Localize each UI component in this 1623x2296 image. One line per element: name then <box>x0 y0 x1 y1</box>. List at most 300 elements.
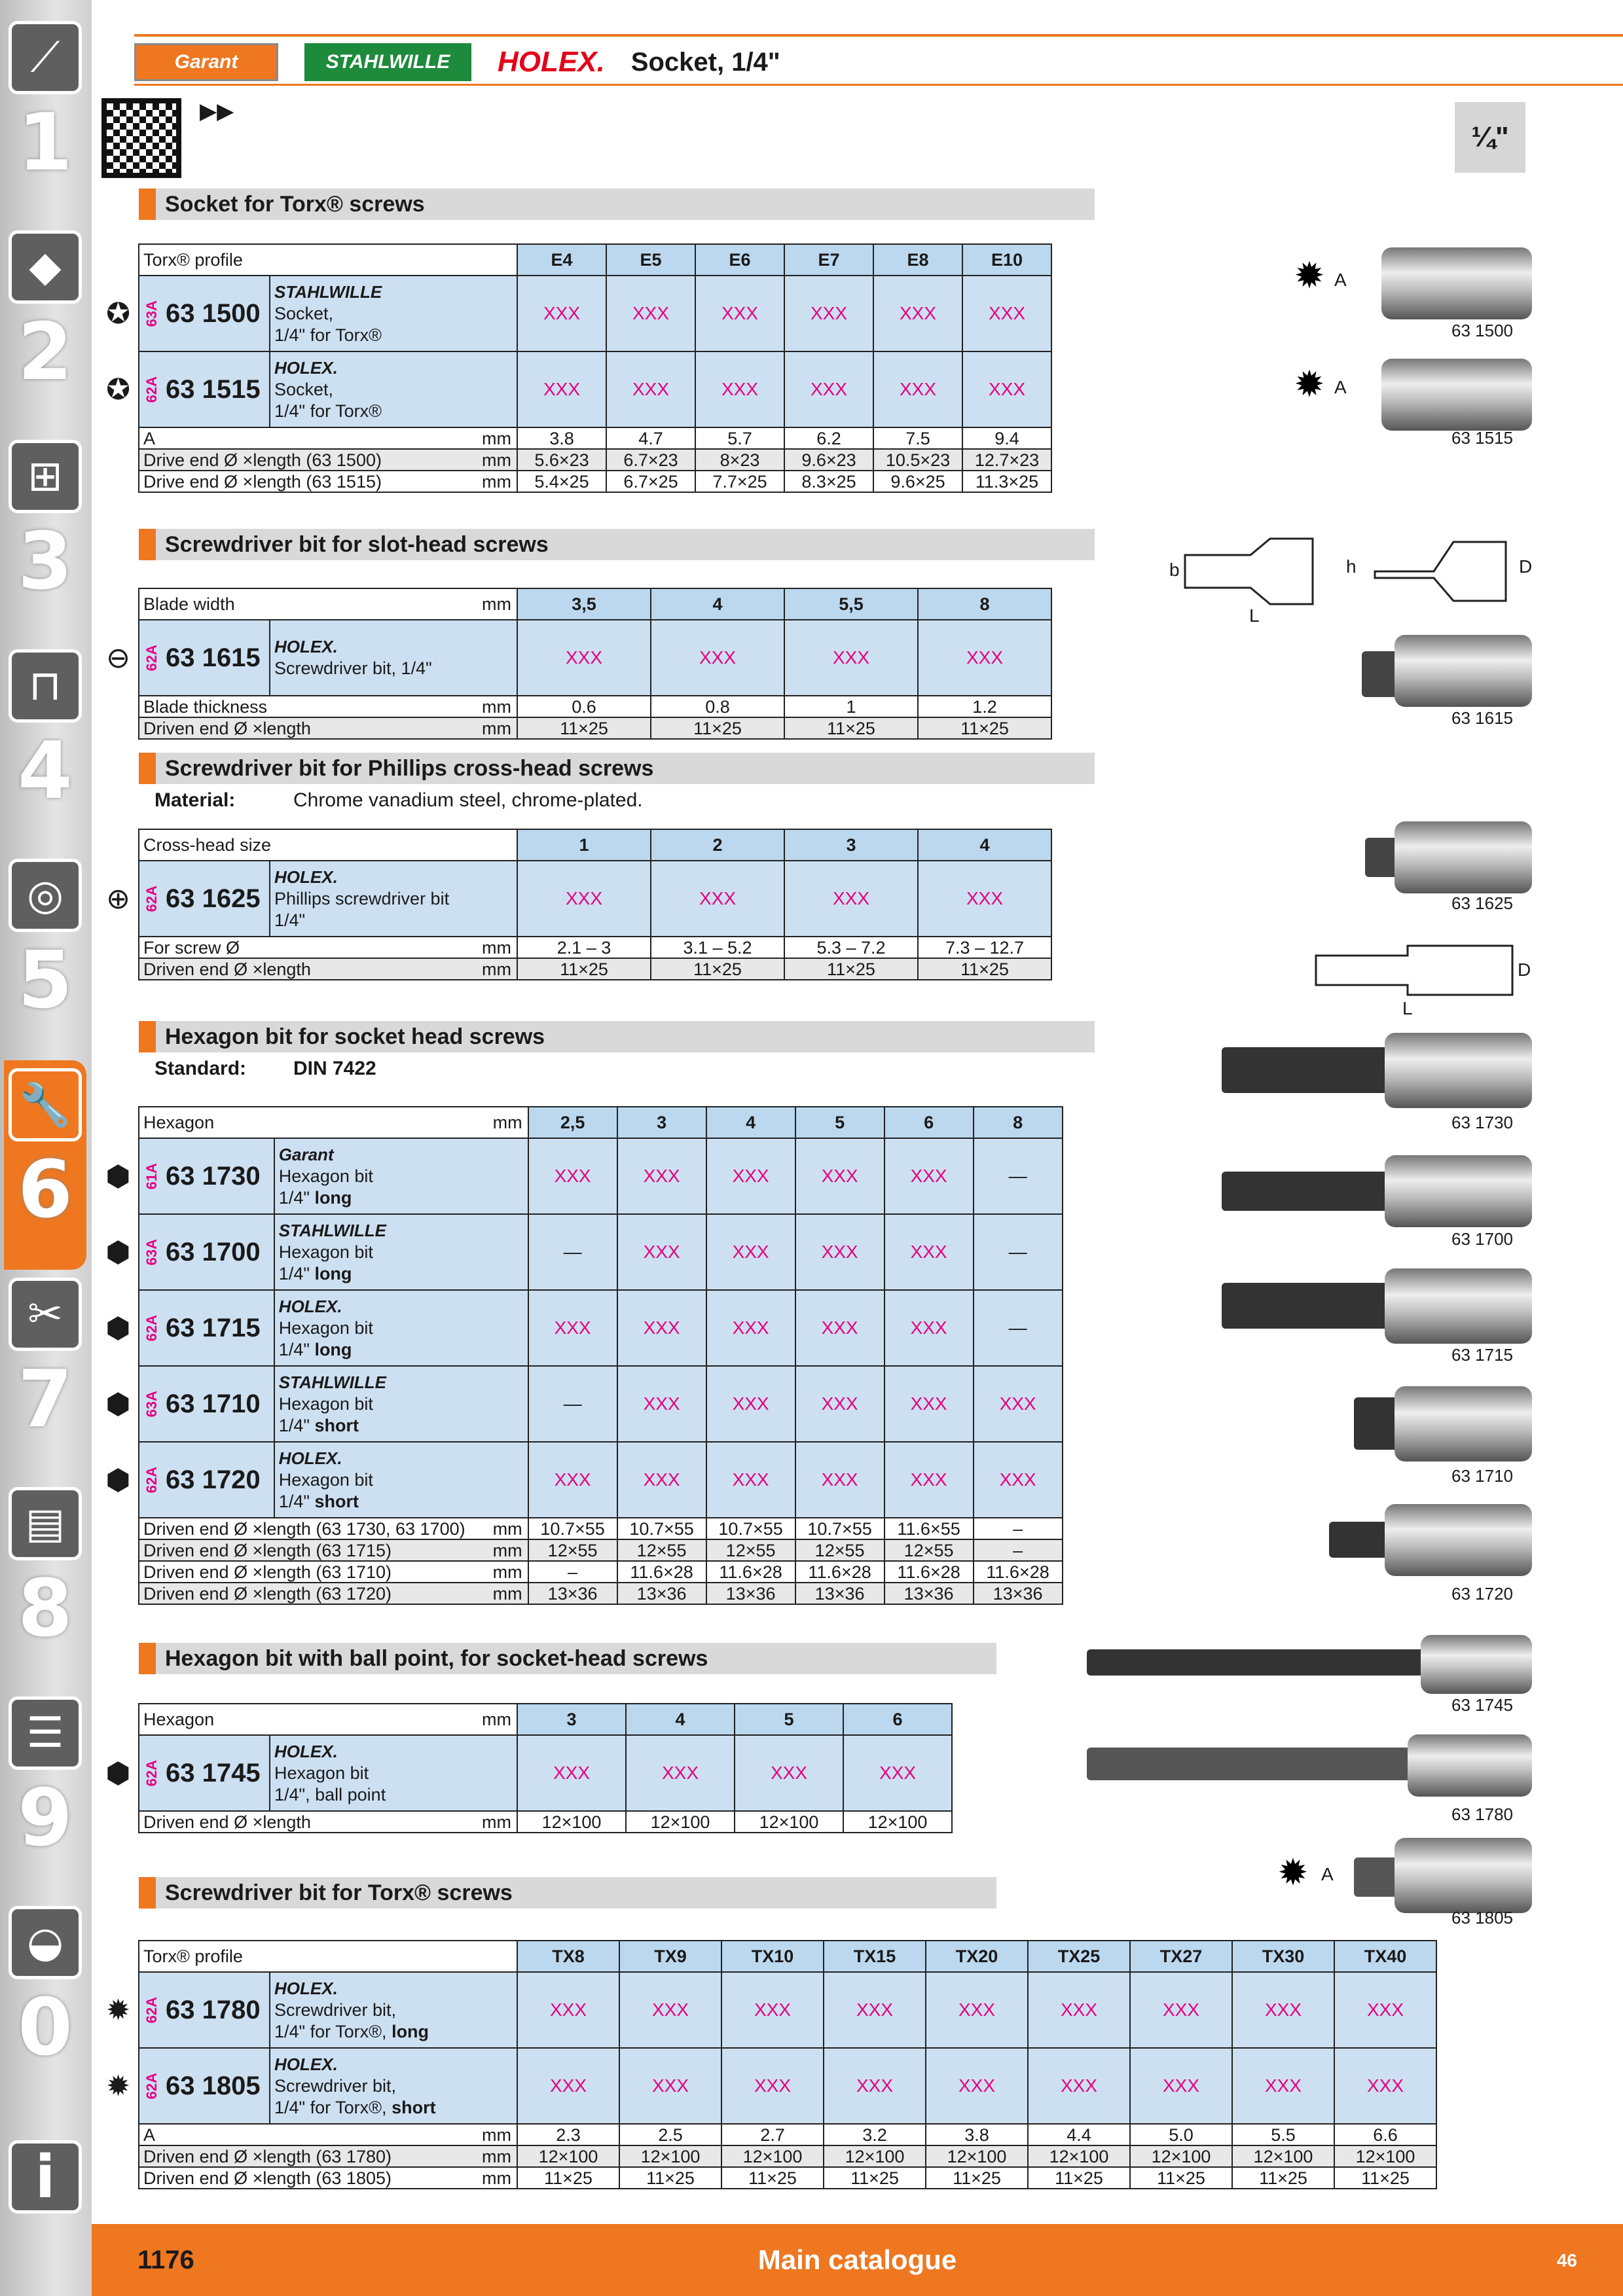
spacer <box>98 2145 139 2167</box>
price-cell[interactable]: XXX <box>626 1735 735 1811</box>
socket-631715 <box>1385 1268 1532 1344</box>
description-cell <box>270 620 517 696</box>
profile-symbol-icon: ⊖ <box>98 620 139 696</box>
data-value: – <box>974 1518 1063 1539</box>
data-value: 4.7 <box>606 427 695 449</box>
data-label: Driven end Ø ×length (63 1730, 63 1700) <box>139 1518 469 1539</box>
sidebar-tab-number: 3 <box>18 516 73 607</box>
article-number-block <box>143 2072 265 2101</box>
article-number-block <box>143 1314 270 1343</box>
brand-mark: Garant <box>278 1144 334 1164</box>
size-header: 3 <box>784 829 918 861</box>
data-value: 11×25 <box>517 958 651 980</box>
brand-mark: STAHLWILLE <box>278 1372 386 1392</box>
image-caption: 63 1715 <box>1451 1345 1513 1365</box>
slot-bit-drawing-top <box>1362 529 1525 627</box>
description-cell <box>274 1290 528 1366</box>
product-row[interactable] <box>98 1972 1436 2048</box>
spec-table-s2 <box>98 588 1052 740</box>
data-value: 1 <box>784 696 918 717</box>
data-unit: mm <box>458 427 517 449</box>
data-value: 2.7 <box>721 2124 824 2145</box>
price-cell[interactable]: XXX <box>706 1214 795 1290</box>
size-header: TX20 <box>926 1941 1028 1972</box>
article-number: 63 1500 <box>166 298 261 328</box>
price-cell[interactable]: XXX <box>651 620 784 696</box>
data-value: 5.7 <box>695 427 784 449</box>
product-description <box>279 1448 524 1513</box>
price-cell[interactable]: XXX <box>721 2048 824 2124</box>
price-cell[interactable]: XXX <box>784 861 918 937</box>
sidebar-tab-number: 4 <box>18 726 73 817</box>
size-header: TX10 <box>721 1941 824 1972</box>
article-number: 63 1515 <box>166 374 261 404</box>
data-value: 12×100 <box>843 1811 952 1833</box>
price-cell[interactable]: XXX <box>528 1290 617 1366</box>
sidebar-tab-4[interactable] <box>4 641 86 851</box>
section-note <box>155 789 643 812</box>
price-group: 61A <box>143 1162 160 1190</box>
data-value: 13×36 <box>706 1583 795 1604</box>
brand-mark: HOLEX. <box>274 1741 338 1761</box>
price-cell[interactable]: XXX <box>784 620 918 696</box>
brand-mark: HOLEX. <box>274 637 338 656</box>
size-header: 8 <box>918 588 1051 620</box>
data-value: 11×25 <box>517 2167 619 2189</box>
product-row[interactable] <box>98 276 1051 351</box>
header-label: Hexagon <box>139 1107 469 1138</box>
brand-mark: HOLEX. <box>274 357 338 378</box>
slot-bit-drawing-side <box>1172 529 1322 627</box>
price-cell[interactable]: XXX <box>884 1366 974 1442</box>
article-cell[interactable] <box>139 1214 274 1290</box>
product-row[interactable] <box>98 1138 1063 1214</box>
data-row <box>98 1561 1063 1583</box>
header-rule <box>134 34 1623 37</box>
spacer <box>98 958 139 980</box>
price-cell[interactable]: XXX <box>926 2048 1028 2124</box>
article-cell[interactable] <box>139 351 270 427</box>
price-cell[interactable]: XXX <box>528 1442 617 1518</box>
size-header: 2 <box>651 829 784 861</box>
profile-symbol-icon: ⬢ <box>98 1290 139 1366</box>
price-cell[interactable]: XXX <box>706 1366 795 1442</box>
desc-line-2: 1/4" <box>274 910 306 930</box>
price-cell[interactable]: XXX <box>1232 1972 1334 2048</box>
price-cell[interactable]: XXX <box>884 1214 974 1290</box>
stahlwille-logo: STAHLWILLE <box>304 43 471 81</box>
product-row[interactable] <box>98 2048 1436 2124</box>
spacer <box>98 1539 139 1561</box>
sidebar-tab-0[interactable] <box>4 1898 86 2108</box>
article-cell[interactable] <box>139 1442 274 1518</box>
spacer <box>98 1107 139 1138</box>
product-description <box>274 1978 513 2043</box>
price-cell[interactable]: XXX <box>884 1138 974 1214</box>
price-cell[interactable]: XXX <box>617 1214 706 1290</box>
size-header: E5 <box>606 244 695 276</box>
product-description <box>279 1372 524 1437</box>
price-cell[interactable]: XXX <box>918 620 1051 696</box>
price-group: 62A <box>143 376 160 403</box>
section-note <box>155 1058 376 1080</box>
data-value: 12×100 <box>626 1811 735 1833</box>
data-value: 13×36 <box>884 1583 974 1604</box>
price-group: 62A <box>143 1759 160 1787</box>
sidebar-tab-8[interactable] <box>4 1479 86 1689</box>
article-cell[interactable] <box>139 276 270 351</box>
size-header: 5,5 <box>784 588 918 620</box>
data-label: Driven end Ø ×length (63 1710) <box>139 1561 469 1583</box>
desc-line-2: 1/4" <box>278 1263 310 1283</box>
price-cell[interactable]: XXX <box>1028 2048 1130 2124</box>
data-value: 13×36 <box>617 1583 706 1604</box>
data-unit: mm <box>469 1518 528 1539</box>
description-cell <box>270 276 517 351</box>
size-header: TX15 <box>824 1941 926 1972</box>
brand-mark: HOLEX. <box>274 2054 338 2074</box>
socket-631745 <box>1421 1635 1532 1694</box>
size-header: TX40 <box>1334 1941 1436 1972</box>
socket-631780 <box>1408 1734 1532 1797</box>
dim-label-l: L <box>1249 605 1260 626</box>
product-row[interactable] <box>98 1366 1063 1442</box>
sidebar-tab-number: 6 <box>18 1145 73 1236</box>
data-value: 12×55 <box>528 1539 617 1561</box>
note-value: Chrome vanadium steel, chrome-plated. <box>293 789 643 811</box>
price-cell[interactable]: XXX <box>974 1366 1063 1442</box>
price-cell[interactable]: XXX <box>884 1442 974 1518</box>
torx-star-icon <box>1290 257 1329 296</box>
price-cell[interactable]: XXX <box>617 1442 706 1518</box>
data-value: 12×55 <box>795 1539 884 1561</box>
sidebar-tab-3[interactable] <box>4 432 86 641</box>
price-cell[interactable]: XXX <box>1028 1972 1130 2048</box>
price-cell[interactable]: XXX <box>606 351 695 427</box>
price-cell[interactable]: XXX <box>517 1735 626 1811</box>
spec-table-s3 <box>98 829 1052 980</box>
product-description <box>274 281 513 346</box>
product-row[interactable] <box>98 1290 1063 1366</box>
description-cell <box>270 1735 517 1811</box>
data-value: 11.6×28 <box>884 1561 974 1583</box>
brand-mark: STAHLWILLE <box>274 281 382 302</box>
desc-line-3: long <box>314 1187 352 1208</box>
table-header-row <box>98 1941 1436 1972</box>
profile-symbol-icon: ⊕ <box>98 861 139 937</box>
data-value: 0.6 <box>517 696 651 717</box>
profile-symbol-icon: ⬢ <box>98 1214 139 1290</box>
table-header-row <box>98 244 1051 276</box>
article-cell[interactable] <box>139 861 270 937</box>
article-cell[interactable] <box>139 620 270 696</box>
price-cell[interactable]: XXX <box>695 276 784 351</box>
article-number-block <box>143 1162 270 1191</box>
price-cell[interactable]: XXX <box>706 1442 795 1518</box>
price-cell[interactable]: XXX <box>606 276 695 351</box>
price-cell[interactable]: XXX <box>843 1735 952 1811</box>
socket-631730 <box>1385 1033 1532 1108</box>
price-cell[interactable]: XXX <box>962 351 1051 427</box>
data-row <box>98 696 1051 717</box>
data-unit: mm <box>469 1539 528 1561</box>
data-label: Driven end Ø ×length (63 1805) <box>139 2167 458 2189</box>
price-cell[interactable]: — <box>974 1290 1063 1366</box>
desc-line-1: Socket, <box>274 303 334 323</box>
wrench-icon: 🔧 <box>9 1068 82 1141</box>
size-header: 3,5 <box>517 588 651 620</box>
data-value: 11×25 <box>1334 2167 1436 2189</box>
data-row <box>98 1539 1063 1561</box>
note-value: DIN 7422 <box>293 1058 376 1079</box>
data-value: 11.6×55 <box>884 1518 974 1539</box>
desc-line-3: long <box>314 1263 352 1283</box>
section-heading: Screwdriver bit for Phillips cross-head screws <box>139 753 1095 784</box>
desc-line-3: short <box>392 2097 436 2117</box>
table-header-row <box>98 1704 952 1735</box>
spacer <box>98 449 139 471</box>
data-row <box>98 2167 1436 2189</box>
sidebar-tab-1[interactable] <box>4 13 86 223</box>
image-caption: 63 1730 <box>1451 1113 1513 1132</box>
product-row[interactable] <box>98 1735 952 1811</box>
article-cell[interactable] <box>139 1735 270 1811</box>
price-cell[interactable]: XXX <box>706 1138 795 1214</box>
article-cell[interactable] <box>139 2048 270 2124</box>
price-cell[interactable]: XXX <box>795 1442 884 1518</box>
desc-line-2: 1/4" for Torx® <box>274 401 382 421</box>
data-value: 12×55 <box>706 1539 795 1561</box>
article-number-block <box>143 299 265 329</box>
spacer <box>98 1704 139 1735</box>
price-cell[interactable]: XXX <box>873 276 962 351</box>
image-caption: 63 1615 <box>1451 708 1513 728</box>
drill-bit-icon: ⟋ <box>9 21 82 94</box>
image-caption: 63 1805 <box>1451 1908 1513 1928</box>
product-row[interactable] <box>98 620 1051 696</box>
sidebar-tab-6[interactable] <box>4 1060 86 1270</box>
spacer <box>98 1811 139 1833</box>
data-value: 11.6×28 <box>795 1561 884 1583</box>
spacer <box>98 937 139 958</box>
data-value: 6.6 <box>1334 2124 1436 2145</box>
data-value: 11×25 <box>1130 2167 1232 2189</box>
price-cell[interactable]: XXX <box>617 1138 706 1214</box>
description-cell <box>270 1972 517 2048</box>
brand-mark: STAHLWILLE <box>278 1220 386 1240</box>
price-cell[interactable]: XXX <box>1130 1972 1232 2048</box>
price-cell[interactable]: XXX <box>784 276 873 351</box>
image-caption: 63 1515 <box>1451 428 1513 448</box>
data-value: 5.0 <box>1130 2124 1232 2145</box>
price-cell[interactable]: — <box>974 1214 1063 1290</box>
data-row <box>98 717 1051 739</box>
product-row[interactable] <box>98 1442 1063 1518</box>
data-value: 1.2 <box>918 696 1051 717</box>
header-label: Torx® profile <box>139 1941 458 1972</box>
price-cell[interactable]: XXX <box>617 1366 706 1442</box>
price-cell[interactable]: XXX <box>721 1972 824 2048</box>
data-value: 11×25 <box>517 717 651 739</box>
price-cell[interactable]: XXX <box>795 1366 884 1442</box>
price-cell[interactable]: XXX <box>1334 2048 1436 2124</box>
article-number: 63 1710 <box>166 1389 261 1418</box>
size-header: TX30 <box>1232 1941 1334 1972</box>
price-cell[interactable]: XXX <box>884 1290 974 1366</box>
data-row <box>98 1518 1063 1539</box>
price-cell[interactable]: XXX <box>695 351 784 427</box>
price-cell[interactable]: XXX <box>619 2048 721 2124</box>
price-cell[interactable]: XXX <box>918 861 1051 937</box>
spacer <box>98 1583 139 1604</box>
footer-bar <box>92 2224 1623 2296</box>
data-value: 11.6×28 <box>706 1561 795 1583</box>
socket-631625 <box>1395 821 1532 893</box>
safety-goggles-icon: ◒ <box>9 1906 82 1979</box>
price-cell[interactable]: XXX <box>974 1442 1063 1518</box>
product-row[interactable] <box>98 861 1051 937</box>
article-cell[interactable] <box>139 1290 274 1366</box>
data-unit: mm <box>458 958 517 980</box>
data-value: 12×55 <box>884 1539 974 1561</box>
torx-bit-631780 <box>1087 1748 1414 1780</box>
desc-line-1: Screwdriver bit, <box>274 2000 397 2020</box>
data-value: 12×100 <box>1130 2145 1232 2167</box>
product-row[interactable] <box>98 351 1051 427</box>
price-cell[interactable]: XXX <box>1334 1972 1436 2048</box>
desc-line-1: Socket, <box>274 379 334 399</box>
sidebar-tab-2[interactable] <box>4 223 86 432</box>
price-cell[interactable]: XXX <box>619 1972 721 2048</box>
article-number-block <box>143 643 265 673</box>
product-description <box>274 1741 513 1806</box>
sidebar-tab-9[interactable] <box>4 1689 86 1898</box>
price-cell[interactable]: XXX <box>517 2048 619 2124</box>
article-cell[interactable] <box>139 1366 274 1442</box>
description-cell <box>270 861 517 937</box>
price-cell[interactable]: XXX <box>517 351 606 427</box>
price-cell[interactable]: XXX <box>528 1138 617 1214</box>
price-cell[interactable]: XXX <box>962 276 1051 351</box>
product-description <box>279 1220 524 1285</box>
price-cell[interactable]: XXX <box>824 1972 926 2048</box>
spacer <box>98 2124 139 2145</box>
price-cell[interactable]: XXX <box>926 1972 1028 2048</box>
profile-symbol-icon: ✪ <box>98 276 139 351</box>
data-label: Blade thickness <box>139 696 458 717</box>
data-value: 3.8 <box>926 2124 1028 2145</box>
price-cell[interactable]: XXX <box>617 1290 706 1366</box>
spec-table-s1 <box>98 243 1052 493</box>
data-value: 12×100 <box>824 2145 926 2167</box>
desc-line-2: 1/4", ball point <box>274 1784 386 1804</box>
article-cell[interactable] <box>139 1138 274 1214</box>
price-cell[interactable]: — <box>974 1138 1063 1214</box>
price-cell[interactable]: XXX <box>517 861 651 937</box>
data-value: 10.7×55 <box>795 1518 884 1539</box>
spacer <box>98 829 139 861</box>
price-cell[interactable]: XXX <box>1130 2048 1232 2124</box>
price-cell[interactable]: XXX <box>517 276 606 351</box>
size-header: E8 <box>873 244 962 276</box>
price-group: 62A <box>143 885 160 912</box>
price-cell[interactable]: XXX <box>706 1290 795 1366</box>
price-cell[interactable]: XXX <box>517 1972 619 2048</box>
sidebar-tab-i[interactable] <box>4 2108 86 2296</box>
price-cell[interactable]: XXX <box>784 351 873 427</box>
price-cell[interactable]: XXX <box>824 2048 926 2124</box>
article-number-block <box>143 1996 265 2025</box>
data-value: 2.1 – 3 <box>517 937 651 958</box>
size-header: 2,5 <box>528 1107 617 1138</box>
price-cell[interactable]: — <box>528 1366 617 1442</box>
price-cell[interactable]: XXX <box>795 1214 884 1290</box>
price-cell[interactable]: XXX <box>651 861 784 937</box>
data-value: 9.4 <box>962 427 1051 449</box>
article-number: 63 1625 <box>166 884 261 913</box>
data-unit: mm <box>458 696 517 717</box>
size-header: 3 <box>517 1704 626 1735</box>
description-cell <box>270 351 517 427</box>
product-description <box>274 357 513 422</box>
data-value: 11×25 <box>918 717 1051 739</box>
data-row <box>98 1583 1063 1604</box>
header-unit: mm <box>458 588 517 620</box>
sidebar-tab-7[interactable] <box>4 1270 86 1479</box>
data-unit: mm <box>469 1561 528 1583</box>
price-cell[interactable]: XXX <box>795 1138 884 1214</box>
data-value: 11×25 <box>651 958 784 980</box>
article-number: 63 1730 <box>166 1161 261 1191</box>
data-row <box>98 427 1051 449</box>
sidebar-tab-5[interactable] <box>4 851 86 1060</box>
price-cell[interactable]: XXX <box>873 351 962 427</box>
profile-symbol-icon: ⬢ <box>98 1735 139 1811</box>
fast-forward-icon[interactable]: ▶▶ <box>200 98 234 124</box>
data-value: 3.2 <box>824 2124 926 2145</box>
header-unit <box>458 1941 517 1972</box>
price-cell[interactable]: — <box>528 1214 617 1290</box>
size-header: E7 <box>784 244 873 276</box>
tap-icon: ⊞ <box>9 440 82 513</box>
header-unit <box>458 244 517 276</box>
data-value: 2.5 <box>619 2124 721 2145</box>
price-cell[interactable]: XXX <box>795 1290 884 1366</box>
socket-631805 <box>1395 1838 1532 1913</box>
article-number: 63 1805 <box>166 2071 261 2100</box>
data-value: 11×25 <box>824 2167 926 2189</box>
price-cell[interactable]: XXX <box>1232 2048 1334 2124</box>
size-badge: ¼" <box>1455 102 1525 173</box>
size-header: 6 <box>884 1107 974 1138</box>
table-header-row <box>98 1107 1063 1138</box>
price-cell[interactable]: XXX <box>517 620 651 696</box>
spacer <box>98 2167 139 2189</box>
socket-631700 <box>1385 1155 1532 1227</box>
data-value: 11×25 <box>1232 2167 1334 2189</box>
article-cell[interactable] <box>139 1972 270 2048</box>
size-header: 6 <box>843 1704 952 1735</box>
note-label: Material: <box>155 789 236 811</box>
data-value: 6.2 <box>784 427 873 449</box>
product-row[interactable] <box>98 1214 1063 1290</box>
price-group: 63A <box>143 1390 160 1418</box>
description-cell <box>274 1138 528 1214</box>
qr-code-icon[interactable] <box>101 98 181 178</box>
socket-631500 <box>1381 247 1532 319</box>
article-number-block <box>143 1759 265 1788</box>
price-cell[interactable]: XXX <box>735 1735 843 1811</box>
